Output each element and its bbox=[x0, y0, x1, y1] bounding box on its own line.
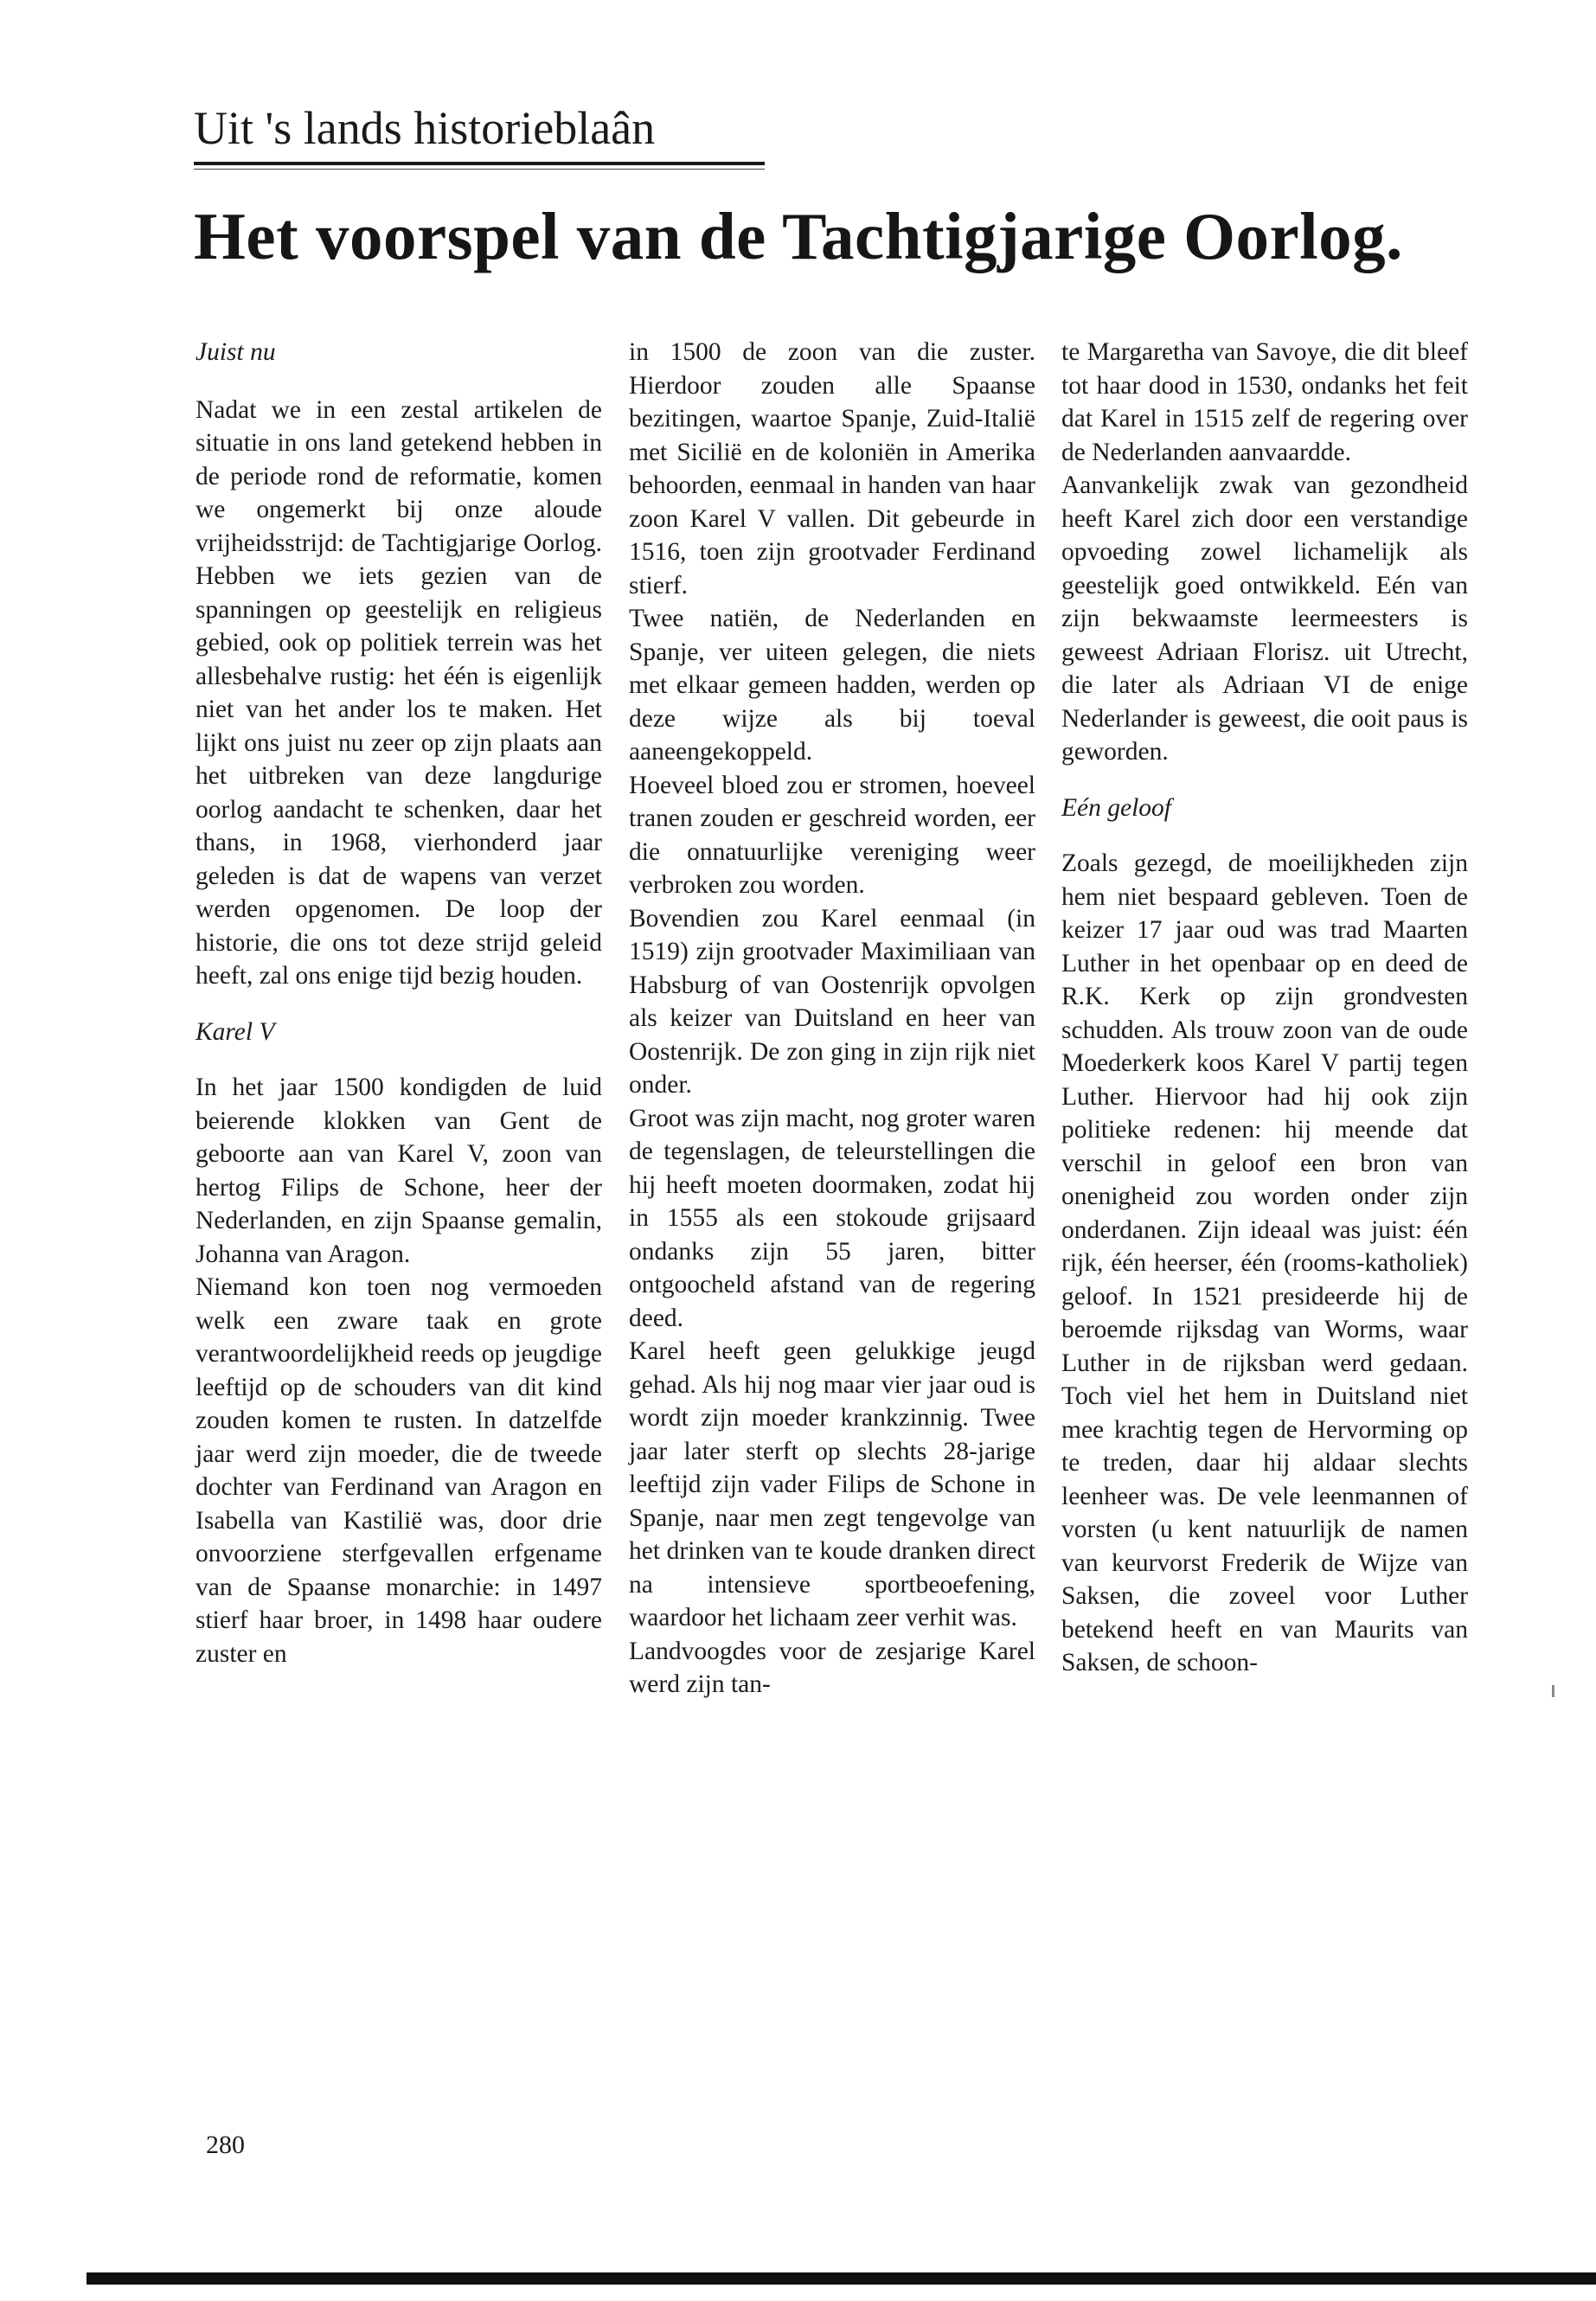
paragraph: In het jaar 1500 kondigden de luid beierende klokken van Gent de geboorte aan van Karel V, zoon van hertog Filips de Schone, heer der Nederlanden, en zijn Spaanse gemalin, Johanna van Aragon. bbox=[195, 1074, 602, 1268]
paragraph: Hoeveel bloed zou er stromen, hoeveel tranen zouden er geschreid worden, eer die onnatuurlijke vereniging weer verbroken zou worden. bbox=[629, 771, 1035, 899]
paragraph: Nadat we in een zestal artikelen de situatie in ons land getekend hebben in de periode rond de reformatie, komen we ongemerkt bij onze aloude vrijheidsstrijd: de Tachtigjarige Oorlog. Hebben we iets gezien van de spanningen op geestelijk en religieus gebied, ook op politiek terrein was het allesbehalve rustig: het één is eigenlijk niet van het ander los te maken. Het lijkt ons juist nu zeer op zijn plaats aan het uitbreken van deze langdurige oorlog aandacht te schenken, daar het thans, in 1968, vierhonderd jaar geleden is dat de wapens van verzet werden opgenomen. De loop der historie, die ons tot deze strijd geleid heeft, zal ons enige tijd bezig houden. bbox=[195, 395, 602, 990]
column-1 bbox=[195, 336, 602, 1670]
paragraph: Landvoogdes voor de zesjarige Karel werd zijn tan- bbox=[629, 1637, 1035, 1698]
paragraph: Bovendien zou Karel eenmaal (in 1519) zijn grootvader Maximiliaan van Habsburg of van Oostenrijk opvolgen als keizer van Duitsland en heer van Oostenrijk. De zon ging in zijn rijk niet onder. bbox=[629, 904, 1035, 1099]
subhead-een-geloof: Eén geloof bbox=[1061, 793, 1171, 822]
subhead-karel-v: Karel V bbox=[195, 1017, 275, 1046]
scan-speck bbox=[1552, 1685, 1554, 1697]
scan-bottom-bar bbox=[87, 2272, 1596, 2285]
header-rule-thin bbox=[194, 169, 765, 170]
article-title: Het voorspel van de Tachtigjarige Oorlog. bbox=[194, 199, 1403, 273]
page-number: 280 bbox=[206, 2131, 245, 2159]
column-2 bbox=[629, 336, 1035, 1702]
paragraph: Aanvankelijk zwak van gezondheid heeft Karel zich door een verstandige opvoeding zowel lichamelijk als geestelijk goed ontwikkeld. Eén van zijn bekwaamste leermeesters is geweest Adriaan Florisz. uit Utrecht, die later als Adriaan VI de enige Nederlander is geweest, die ooit paus is geworden. bbox=[1061, 471, 1468, 766]
paragraph: Karel heeft geen gelukkige jeugd gehad. Als hij nog maar vier jaar oud is wordt zijn moeder krankzinnig. Twee jaar later sterft op slechts 28-jarige leeftijd zijn vader Filips de Schone in Spanje, naar men zegt tengevolge van het drinken van te koude dranken direct na intensieve sportbeoefening, waardoor het lichaam zeer verhit was. bbox=[629, 1337, 1035, 1631]
paragraph: Twee natiën, de Nederlanden en Spanje, ver uiteen gelegen, die niets met elkaar gemeen hadden, werden op deze wijze als bij toeval aaneengekoppeld. bbox=[629, 605, 1035, 766]
paragraph: te Margaretha van Savoye, die dit bleef tot haar dood in 1530, ondanks het feit dat Karel in 1515 zelf de regering over de Nederlanden aanvaardde. bbox=[1061, 338, 1468, 466]
subhead-juist-nu: Juist nu bbox=[195, 338, 276, 366]
header-rule bbox=[194, 162, 765, 165]
paragraph: Groot was zijn macht, nog groter waren de tegenslagen, de teleurstellingen die hij heeft moeten doormaken, zodat hij in 1555 als een stokoude grijsaard ondanks zijn 55 jaren, bitter ontgoocheld afstand van de regering deed. bbox=[629, 1104, 1035, 1332]
section-header: Uit 's lands historieblaân bbox=[194, 102, 656, 154]
paragraph: Niemand kon toen nog vermoeden welk een zware taak en grote verantwoordelijkheid reeds op jeugdige leeftijd op de schouders van dit kind zouden komen te rusten. In datzelfde jaar werd zijn moeder, die de tweede dochter van Ferdinand van Aragon en Isabella van Kastilië was, door drie onvoorziene sterfgevallen erfgename van de Spaanse monarchie: in 1497 stierf haar broer, in 1498 haar oudere zuster en bbox=[195, 1273, 602, 1668]
column-3 bbox=[1061, 336, 1468, 1680]
paragraph: Zoals gezegd, de moeilijkheden zijn hem niet bespaard gebleven. Toen de keizer 17 jaar oud was trad Maarten Luther in het openbaar op en deed de R.K. Kerk op zijn grondvesten schudden. Als trouw zoon van de oude Moederkerk koos Karel V partij tegen Luther. Hiervoor had hij ook zijn politieke redenen: hij meende dat verschil in geloof een bron van onenigheid zou worden onder zijn onderdanen. Zijn ideaal was juist: één rijk, één heerser, één (rooms-katholiek) geloof. In 1521 presideerde hij de beroemde rijksdag van Worms, waar Luther in de rijksban werd gedaan. Toch viel het hem in Duitsland niet mee krachtig tegen de Hervorming op te treden, daar hij aldaar slechts leenheer was. De vele leenmannen of vorsten (u kent natuurlijk de namen van keurvorst Frederik de Wijze van Saksen, die zoveel voor Luther betekend heeft en van Maurits van Saksen, de schoon- bbox=[1061, 849, 1468, 1676]
paragraph: in 1500 de zoon van die zuster. Hierdoor zouden alle Spaanse bezitingen, waartoe Spanje, Zuid-Italië met Sicilië en de koloniën in Amerika behoorden, eenmaal in handen van haar zoon Karel V vallen. Dit gebeurde in 1516, toen zijn grootvader Ferdinand stierf. bbox=[629, 338, 1035, 599]
